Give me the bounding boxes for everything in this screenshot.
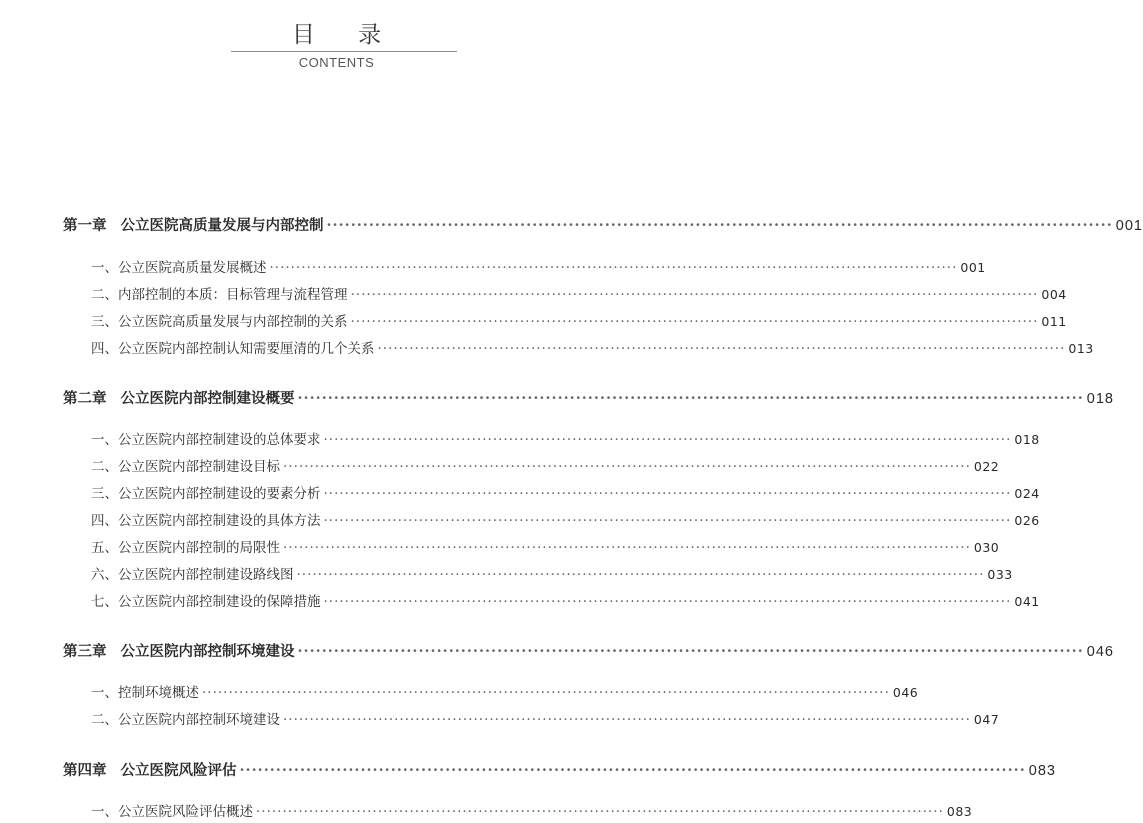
toc-subtitle: CONTENTS bbox=[298, 55, 375, 70]
dot-leader: ·································································································································· bbox=[239, 762, 1026, 779]
section-title: 六、公立医院内部控制建设路线图 bbox=[91, 567, 294, 583]
section-page-number: 024 bbox=[1014, 486, 1040, 501]
chapter-heading bbox=[63, 214, 324, 235]
dot-leader: ·································································································································· bbox=[297, 643, 1084, 660]
section-entry[interactable] bbox=[91, 428, 1040, 448]
chapter-number: 第四章 bbox=[63, 762, 107, 779]
dot-leader: ·································································································································· bbox=[350, 314, 1039, 330]
dot-leader: ·································································································································· bbox=[323, 513, 1012, 529]
chapter-title: 公立医院风险评估 bbox=[120, 762, 237, 779]
dot-leader: ·································································································································· bbox=[256, 804, 944, 820]
dot-leader: ·································································································································· bbox=[283, 712, 971, 728]
section-title: 二、公立医院内部控制建设目标 bbox=[91, 459, 280, 475]
section-page-number: 083 bbox=[946, 804, 973, 819]
dot-leader: ·································································································································· bbox=[283, 459, 971, 475]
chapter-number: 第三章 bbox=[63, 643, 107, 660]
chapter-title: 公立医院内部控制环境建设 bbox=[120, 643, 295, 660]
chapter-3-entry[interactable] bbox=[63, 640, 1114, 661]
section-entry[interactable] bbox=[91, 681, 919, 701]
section-title: 五、公立医院内部控制的局限性 bbox=[91, 540, 280, 556]
chapter-page-number: 083 bbox=[1028, 763, 1056, 779]
chapter-4-entry[interactable] bbox=[63, 759, 1056, 780]
section-entry[interactable] bbox=[91, 536, 1000, 556]
toc-title: 目 录 bbox=[291, 22, 400, 48]
section-page-number: 001 bbox=[960, 260, 986, 275]
dot-leader: ·································································································································· bbox=[326, 217, 1113, 234]
chapter-2-entry[interactable] bbox=[63, 387, 1114, 408]
section-entry[interactable] bbox=[91, 708, 1000, 728]
chapter-number: 第一章 bbox=[63, 217, 107, 234]
section-title: 四、公立医院内部控制认知需要厘清的几个关系 bbox=[91, 341, 375, 357]
section-entry[interactable] bbox=[91, 310, 1067, 330]
section-title: 一、公立医院内部控制建设的总体要求 bbox=[91, 432, 321, 448]
section-title: 二、公立医院内部控制环境建设 bbox=[91, 712, 280, 728]
section-entry[interactable] bbox=[91, 509, 1040, 529]
section-title: 三、公立医院高质量发展与内部控制的关系 bbox=[91, 314, 348, 330]
section-entry[interactable] bbox=[91, 800, 973, 820]
section-entry[interactable] bbox=[91, 482, 1040, 502]
dot-leader: ·································································································································· bbox=[296, 567, 985, 583]
section-page-number: 011 bbox=[1041, 314, 1067, 329]
section-entry[interactable] bbox=[91, 455, 1000, 475]
section-page-number: 026 bbox=[1014, 513, 1040, 528]
dot-leader: ·································································································································· bbox=[323, 594, 1012, 610]
section-title: 一、控制环境概述 bbox=[91, 685, 199, 701]
section-title: 一、公立医院高质量发展概述 bbox=[91, 260, 267, 276]
section-entry[interactable] bbox=[91, 563, 1013, 583]
chapter-page-number: 018 bbox=[1086, 391, 1114, 407]
chapter-number: 第二章 bbox=[63, 390, 107, 407]
section-page-number: 013 bbox=[1068, 341, 1094, 356]
chapter-1-entry[interactable] bbox=[63, 214, 1143, 235]
dot-leader: ·································································································································· bbox=[323, 432, 1012, 448]
chapter-heading bbox=[63, 387, 295, 408]
section-page-number: 004 bbox=[1041, 287, 1067, 302]
section-entry[interactable] bbox=[91, 590, 1040, 610]
section-entry[interactable] bbox=[91, 337, 1094, 357]
section-page-number: 030 bbox=[973, 540, 1000, 555]
chapter-title: 公立医院高质量发展与内部控制 bbox=[120, 217, 324, 234]
section-entry[interactable] bbox=[91, 256, 986, 276]
dot-leader: ·································································································································· bbox=[269, 260, 958, 276]
section-title: 二、内部控制的本质：目标管理与流程管理 bbox=[91, 287, 348, 303]
title-rule bbox=[231, 51, 457, 52]
section-title: 三、公立医院内部控制建设的要素分析 bbox=[91, 486, 321, 502]
chapter-heading bbox=[63, 759, 237, 780]
section-title: 一、公立医院风险评估概述 bbox=[91, 804, 253, 820]
dot-leader: ·································································································································· bbox=[377, 341, 1066, 357]
section-page-number: 033 bbox=[987, 567, 1013, 582]
dot-leader: ·································································································································· bbox=[350, 287, 1039, 303]
chapter-title: 公立医院内部控制建设概要 bbox=[120, 390, 295, 407]
dot-leader: ·································································································································· bbox=[297, 390, 1084, 407]
chapter-page-number: 046 bbox=[1086, 644, 1114, 660]
section-page-number: 022 bbox=[973, 459, 1000, 474]
section-entry[interactable] bbox=[91, 283, 1067, 303]
section-title: 七、公立医院内部控制建设的保障措施 bbox=[91, 594, 321, 610]
chapter-page-number: 001 bbox=[1115, 218, 1143, 234]
section-page-number: 047 bbox=[973, 712, 1000, 727]
dot-leader: ·································································································································· bbox=[283, 540, 971, 556]
section-page-number: 041 bbox=[1014, 594, 1040, 609]
section-page-number: 046 bbox=[892, 685, 919, 700]
section-title: 四、公立医院内部控制建设的具体方法 bbox=[91, 513, 321, 529]
section-page-number: 018 bbox=[1014, 432, 1040, 447]
dot-leader: ·································································································································· bbox=[202, 685, 890, 701]
dot-leader: ·································································································································· bbox=[323, 486, 1012, 502]
chapter-heading bbox=[63, 640, 295, 661]
